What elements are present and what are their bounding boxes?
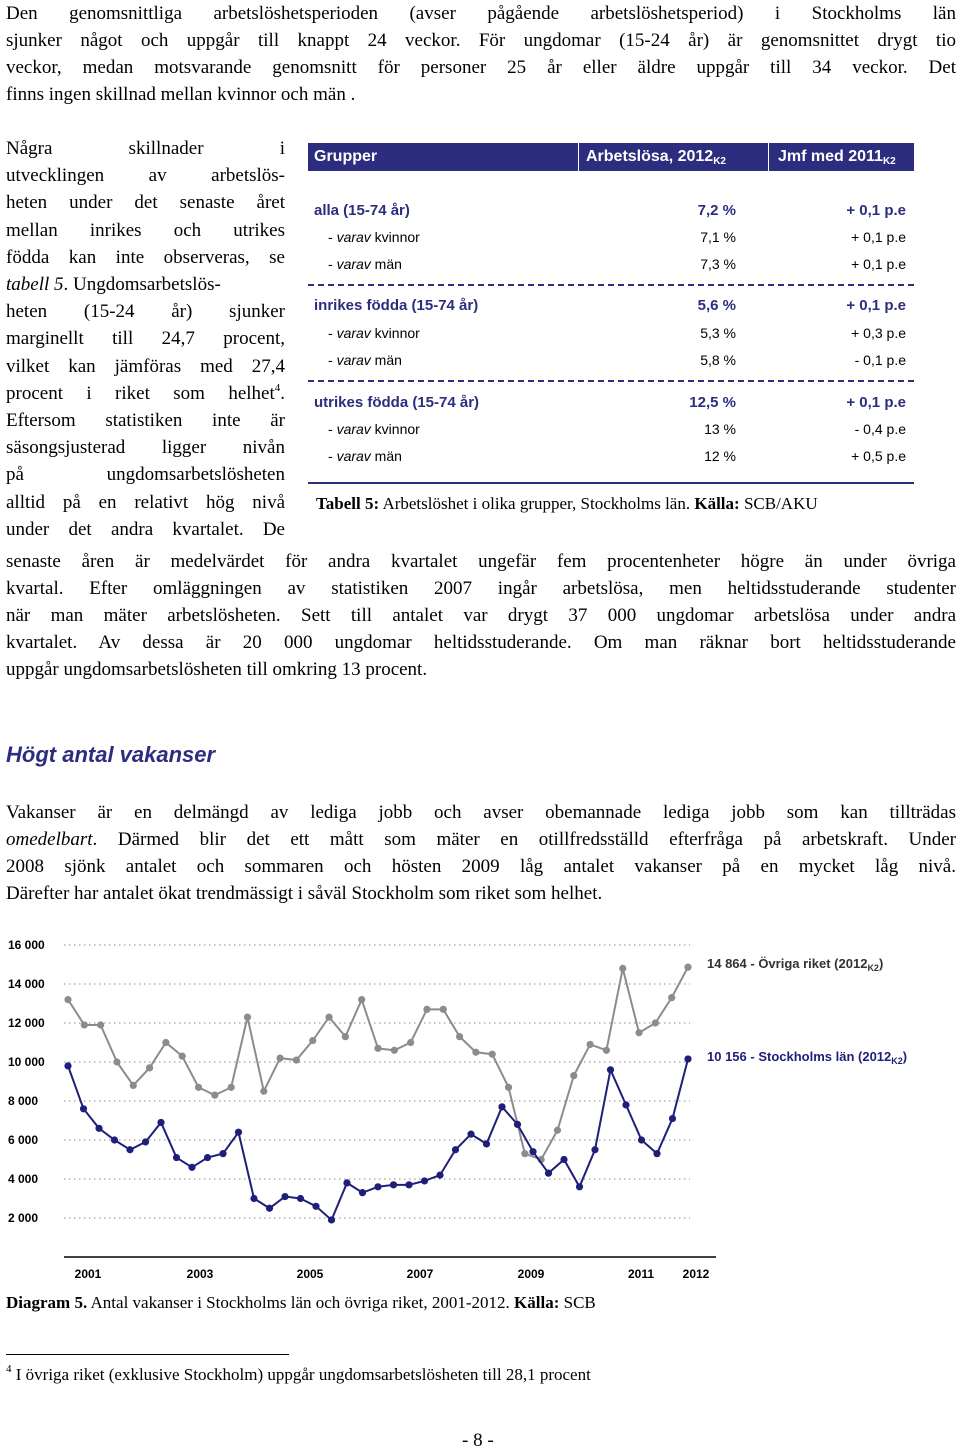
- y-axis-labels: [8, 938, 45, 1225]
- intro-paragraph: [6, 0, 956, 108]
- data-point: [126, 1146, 133, 1153]
- x-tick-label: 2011: [627, 1267, 655, 1281]
- data-point: [570, 1072, 577, 1079]
- data-point: [281, 1193, 288, 1200]
- text-line: uppgår ungdomsarbetslösheten till omkring 13 procent.: [6, 659, 428, 680]
- text-line: Eftersom statistiken inte är: [6, 410, 285, 432]
- table-row: - varav män 12 % + 0,5 p.e: [328, 448, 906, 464]
- x-tick-label: 2001: [74, 1267, 102, 1281]
- text-line: sjunker något och uppgår till knappt 24 veckor. För ungdomar (15-24 år) är genomsnittet drygt tio: [6, 30, 956, 51]
- data-point: [452, 1146, 459, 1153]
- data-point: [483, 1140, 490, 1147]
- text-line: 2008 sjönk antalet och sommaren och hösten 2009 låg antalet vakanser på en mycket låg nivå.: [6, 856, 956, 877]
- data-point: [521, 1150, 528, 1157]
- data-point: [638, 1136, 645, 1143]
- data-point: [545, 1170, 552, 1177]
- data-point: [162, 1039, 169, 1046]
- text-line: Därefter har antalet ökat trendmässigt i såväl Stockholm som riket som helhet.: [6, 883, 603, 904]
- text-line: alltid på en relativt hög nivå: [6, 491, 285, 513]
- data-point: [374, 1045, 381, 1052]
- group-divider: [308, 284, 914, 286]
- text-line: senaste åren är medelvärdet för andra kvartalet ungefär fem procentenheter högre än under övriga: [6, 551, 956, 572]
- data-point: [498, 1103, 505, 1110]
- data-point: [130, 1082, 137, 1089]
- data-point: [554, 1127, 561, 1134]
- data-point: [436, 1172, 443, 1179]
- data-point: [607, 1066, 614, 1073]
- data-point: [228, 1084, 235, 1091]
- data-point: [635, 1029, 642, 1036]
- text-line: tabell 5. Ungdomsarbetslös-: [6, 274, 221, 296]
- text-line: utvecklingen av arbetslös-: [6, 165, 285, 187]
- text-line: vilket kan jämföras med 27,4: [6, 355, 285, 377]
- data-point: [142, 1138, 149, 1145]
- footnote-rule: [6, 1354, 289, 1355]
- footnote: $^4$ I övriga riket (exklusive Stockholm) uppgår ungdomsarbetslösheten till 28,1 procent: [6, 1363, 591, 1384]
- data-point: [514, 1121, 521, 1128]
- data-point: [390, 1181, 397, 1188]
- text-line: omedelbart. Därmed blir det ett mått som mäter en otillfredsställd efterfråga på arbetskraft. Under: [6, 829, 956, 850]
- x-axis-labels: [75, 1267, 710, 1281]
- data-point: [343, 1179, 350, 1186]
- data-point: [113, 1058, 120, 1065]
- y-tick-label: 6 000: [8, 1133, 39, 1147]
- y-tick-label: 2 000: [8, 1211, 39, 1225]
- data-point: [309, 1037, 316, 1044]
- group-divider: [308, 380, 914, 382]
- data-point: [173, 1154, 180, 1161]
- data-point: [505, 1084, 512, 1091]
- header-divider: [768, 143, 769, 171]
- text-line: veckor, medan motsvarande genomsnitt för personer 25 år eller äldre uppgår till 34 veckor. Det: [6, 57, 956, 78]
- data-point: [260, 1088, 267, 1095]
- data-point: [587, 1041, 594, 1048]
- table-header: [308, 143, 914, 171]
- data-point: [188, 1164, 195, 1171]
- text-line: heten (15-24 år) sjunker: [6, 301, 285, 323]
- data-point: [244, 1014, 251, 1021]
- data-point: [374, 1183, 381, 1190]
- text-line: säsongsjusterad ligger nivån: [6, 437, 285, 459]
- legend-label: 10 156 - Stockholms län $(2012_{K2})$: [707, 1049, 908, 1066]
- section-heading: Högt antal vakanser: [6, 742, 216, 767]
- data-point: [684, 964, 691, 971]
- table-row: - varav män 7,3 % + 0,1 p.e: [328, 256, 906, 272]
- data-point: [603, 1047, 610, 1054]
- data-point: [591, 1146, 598, 1153]
- data-point: [423, 1006, 430, 1013]
- table-row: - varav kvinnor 13 % - 0,4 p.e: [328, 421, 906, 437]
- data-point: [219, 1150, 226, 1157]
- text-line: under det andra kvartalet. De: [6, 518, 285, 540]
- y-tick-label: 10 000: [8, 1055, 45, 1069]
- text-line: när man mäter arbetslösheten. Sett till antalet var drygt 37 000 ungdomar arbetslösa under andra: [6, 605, 956, 626]
- data-point: [179, 1053, 186, 1060]
- text-line: Den genomsnittliga arbetslöshetsperioden (avser pågående arbetslöshetsperiod) i Stockholms län: [6, 3, 956, 24]
- series-line: [68, 1059, 688, 1220]
- data-point: [529, 1148, 536, 1155]
- data-point: [622, 1101, 629, 1108]
- vacancy-line-chart: [0, 930, 960, 1285]
- series-stockholms-lan: [64, 1055, 691, 1223]
- continued-paragraph: [6, 548, 956, 683]
- header-jmf: Jmf med $2011_{K2}$: [778, 148, 896, 167]
- data-point: [405, 1181, 412, 1188]
- x-tick-label: 2012: [682, 1267, 710, 1281]
- data-point: [81, 1021, 88, 1028]
- x-tick-label: 2009: [517, 1267, 545, 1281]
- series-line: [68, 967, 688, 1159]
- y-tick-label: 4 000: [8, 1172, 39, 1186]
- data-point: [421, 1177, 428, 1184]
- data-point: [312, 1203, 319, 1210]
- data-point: [111, 1136, 118, 1143]
- data-point: [619, 965, 626, 972]
- table-row: - varav kvinnor 5,3 % + 0,3 p.e: [328, 325, 906, 341]
- data-point: [652, 1019, 659, 1026]
- y-tick-label: 12 000: [8, 1016, 45, 1030]
- data-point: [157, 1119, 164, 1126]
- data-point: [297, 1195, 304, 1202]
- data-point: [211, 1092, 218, 1099]
- data-point: [456, 1033, 463, 1040]
- data-point: [358, 996, 365, 1003]
- text-line: Några skillnader i: [6, 138, 285, 159]
- data-point: [489, 1051, 496, 1058]
- data-point: [472, 1049, 479, 1056]
- x-tick-label: 2005: [296, 1267, 324, 1281]
- data-point: [325, 1014, 332, 1021]
- data-point: [293, 1056, 300, 1063]
- data-point: [195, 1084, 202, 1091]
- chart-caption: Diagram 5. Antal vakanser i Stockholms län och övriga riket, 2001-2012. Källa: SCB: [6, 1293, 596, 1312]
- table-reference[interactable]: tabell 5: [6, 274, 64, 296]
- text-line: marginellt till 24,7 procent,: [6, 328, 285, 350]
- header-divider: [578, 143, 579, 171]
- vakanser-paragraph: [6, 799, 956, 907]
- table-bottom-rule: [308, 482, 914, 484]
- data-point: [668, 994, 675, 1001]
- table-caption: Tabell 5: Arbetslöshet i olika grupper, Stockholms län. Källa: SCB/AKU: [316, 494, 818, 513]
- data-point: [97, 1021, 104, 1028]
- data-point: [250, 1195, 257, 1202]
- x-tick-label: 2003: [186, 1267, 214, 1281]
- data-point: [669, 1115, 676, 1122]
- text-line: procent i riket som helhet$^4$.: [6, 381, 285, 404]
- data-point: [467, 1131, 474, 1138]
- text-line: kvartalet. Av dessa är 20 000 ungdomar heltidsstuderande. Om man räknar bort heltidsstuderande: [6, 632, 956, 653]
- footnote-ref[interactable]: 4: [274, 381, 281, 394]
- text-line: födda kan inte observeras, se: [6, 246, 285, 268]
- chart-grid: [64, 945, 690, 1218]
- data-point: [576, 1183, 583, 1190]
- data-point: [440, 1006, 447, 1013]
- table-row: alla (15-74 år) 7,2 % + 0,1 p.e: [314, 202, 906, 219]
- text-line: heten under det senaste året: [6, 192, 285, 214]
- data-point: [359, 1189, 366, 1196]
- table-row: inrikes födda (15-74 år) 5,6 % + 0,1 p.e: [314, 297, 906, 314]
- data-point: [266, 1205, 273, 1212]
- data-point: [407, 1039, 414, 1046]
- data-point: [391, 1047, 398, 1054]
- data-point: [64, 996, 71, 1003]
- table-row: utrikes födda (15-74 år) 12,5 % + 0,1 p.e: [314, 394, 906, 411]
- data-point: [146, 1064, 153, 1071]
- x-tick-label: 2007: [406, 1267, 434, 1281]
- table-row: - varav kvinnor 7,1 % + 0,1 p.e: [328, 229, 906, 245]
- page-number: - 8 -: [462, 1430, 494, 1451]
- text-line: Vakanser är en delmängd av lediga jobb och avser obemannade lediga jobb som kan tillträdas: [6, 802, 956, 823]
- y-tick-label: 14 000: [8, 977, 45, 991]
- data-point: [560, 1156, 567, 1163]
- data-point: [204, 1154, 211, 1161]
- data-point: [328, 1216, 335, 1223]
- chart-legend: [707, 956, 907, 1066]
- table-row: - varav män 5,8 % - 0,1 p.e: [328, 352, 906, 368]
- header-grupper: Grupper: [314, 148, 378, 165]
- data-point: [95, 1125, 102, 1132]
- y-tick-label: 8 000: [8, 1094, 39, 1108]
- text-line: finns ingen skillnad mellan kvinnor och män .: [6, 84, 356, 105]
- chart-series: [64, 964, 691, 1224]
- data-point: [342, 1033, 349, 1040]
- text-line: på ungdomsarbetslösheten: [6, 464, 285, 486]
- header-arbetslosa: Arbetslösa, $2012_{K2}$: [586, 148, 726, 167]
- data-point: [653, 1150, 660, 1157]
- data-point: [80, 1105, 87, 1112]
- side-paragraph: [6, 135, 285, 543]
- data-point: [64, 1062, 71, 1069]
- data-point: [684, 1055, 691, 1062]
- y-tick-label: 16 000: [8, 938, 45, 952]
- text-line: mellan inrikes och utrikes: [6, 219, 285, 241]
- data-point: [277, 1055, 284, 1062]
- data-point: [235, 1129, 242, 1136]
- text-line: kvartal. Efter omläggningen av statistiken 2007 ingår arbetslösa, men heltidsstuderande studenter: [6, 578, 956, 599]
- legend-label: 14 864 - Övriga riket $(2012_{K2})$: [707, 956, 884, 973]
